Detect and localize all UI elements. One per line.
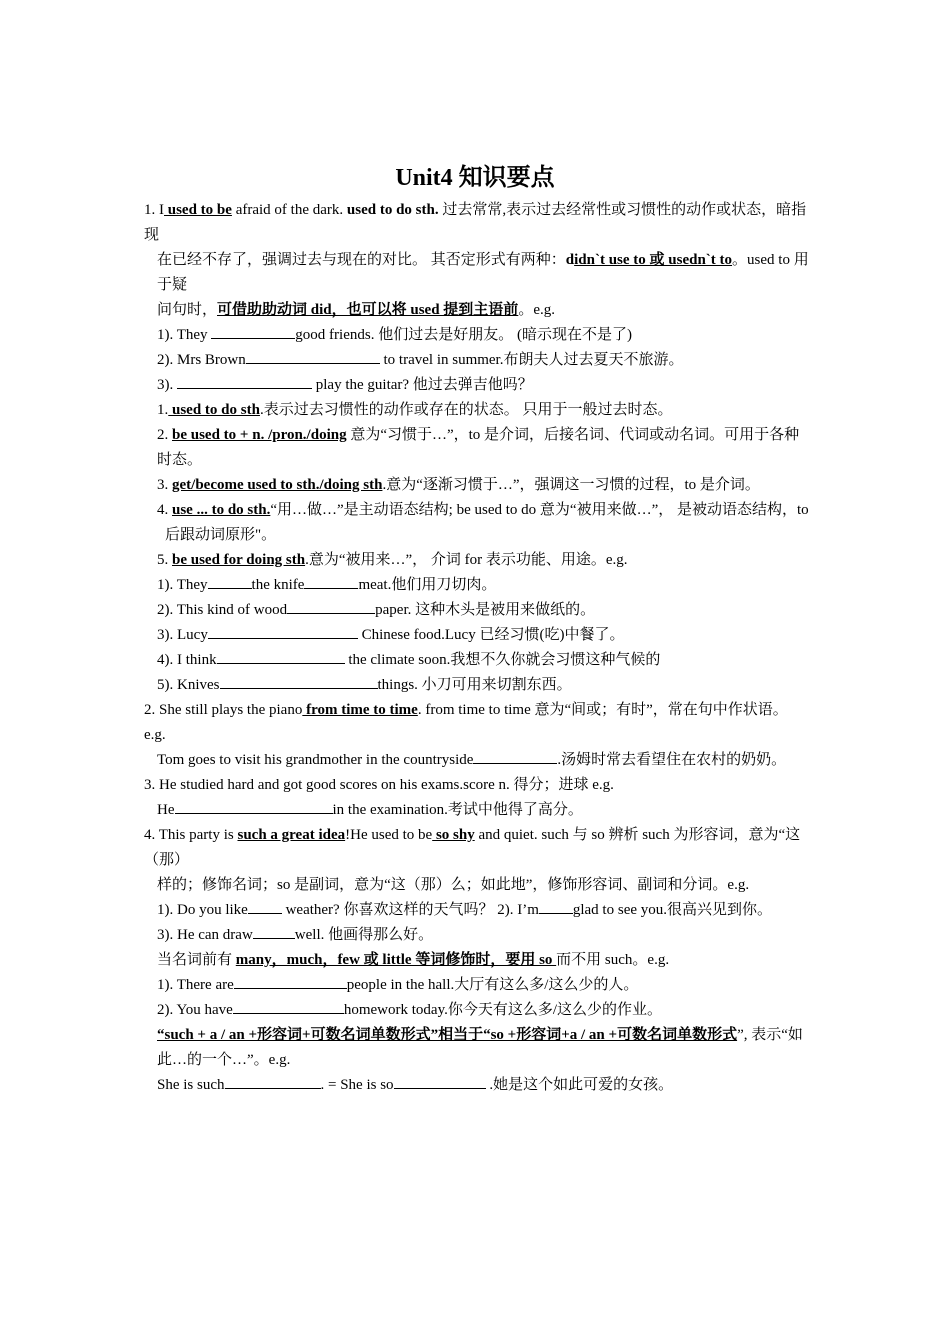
text: play the guitar? 他过去弹吉他吗？ <box>312 377 533 393</box>
answer-blank[interactable] <box>225 1074 321 1089</box>
answer-blank[interactable] <box>175 799 333 814</box>
text: 3. <box>157 477 172 493</box>
text: Chinese food.Lucy 已经习惯(吃)中餐了。 <box>357 627 625 643</box>
text: the climate soon.我想不久你就会习惯这种气候的 <box>344 652 661 668</box>
text: 2. <box>157 427 172 443</box>
text: 。e.g. <box>518 302 555 318</box>
text: 1. I <box>144 202 164 218</box>
text: 3. He studied hard and got good scores on his exams.score n. 得分；进球 e.g. <box>144 777 614 793</box>
text: .意为“逐渐习惯于…”，强调这一习惯的过程，to 是介词。 <box>382 477 760 493</box>
usage-note-3 <box>144 473 809 498</box>
text: 3). Lucy <box>157 627 208 643</box>
key-phrase: use ... to do sth. <box>172 502 271 518</box>
text: the knife <box>251 577 305 593</box>
answer-blank[interactable] <box>394 1074 486 1089</box>
key-phrase: idn`t use to 或 usedn`t to <box>574 252 733 268</box>
text: She is such <box>157 1077 225 1093</box>
example-line <box>144 973 809 998</box>
example-line <box>144 323 809 348</box>
answer-blank[interactable] <box>539 899 573 914</box>
point-1-negation <box>144 248 809 298</box>
text: 过去常常,表示过去经常性或习惯性的动作或状态，暗指现 <box>144 202 807 243</box>
example-line <box>144 623 809 648</box>
answer-blank[interactable] <box>208 574 252 589</box>
answer-blank[interactable] <box>304 574 358 589</box>
answer-blank[interactable] <box>473 749 557 764</box>
answer-blank[interactable] <box>220 674 378 689</box>
answer-blank[interactable] <box>287 599 375 614</box>
text: 5. <box>157 552 172 568</box>
usage-note-2 <box>144 423 809 473</box>
usage-note-4 <box>144 498 809 523</box>
text: 问句时， <box>157 302 218 318</box>
text: Tom goes to visit his grandmother in the countryside <box>157 752 474 768</box>
text: meat.他们用刀切肉。 <box>358 577 497 593</box>
text: 当名词前有 <box>157 952 236 968</box>
text: 2). This kind of wood <box>157 602 288 618</box>
text: 1). They <box>157 577 208 593</box>
text: 此…的一个…”。e.g. <box>157 1052 291 1068</box>
point-4-intro <box>144 823 809 873</box>
example-line <box>144 998 809 1023</box>
text: and quiet. such 与 so 辨析 such 为形容词，意为“这（那） <box>144 827 801 868</box>
text: . = She is so <box>320 1077 394 1093</box>
text: 5). Knives <box>157 677 220 693</box>
point-1-question <box>144 298 809 323</box>
usage-note-1 <box>144 398 809 423</box>
text: 而不用 such。e.g. <box>556 952 670 968</box>
text: 1). There are <box>157 977 234 993</box>
text: . from time to time 意为“间或；有时”，常在句中作状语。e.g. <box>144 702 788 743</box>
text: weather? 你喜欢这样的天气吗？ 2). I’m <box>281 902 539 918</box>
answer-blank[interactable] <box>217 649 345 664</box>
example-line <box>144 373 809 398</box>
key-phrase: be used to + n. /pron./doing <box>172 427 347 443</box>
key-phrase: such a great idea <box>237 827 346 843</box>
text: homework today.你今天有这么多/这么少的作业。 <box>343 1002 663 1018</box>
text: paper. 这种木头是被用来做纸的。 <box>375 602 596 618</box>
text: .意为“被用来…”， 介词 for 表示功能、用途。e.g. <box>305 552 628 568</box>
point-4-explain <box>144 873 809 898</box>
key-phrase: used to do sth <box>168 402 260 418</box>
point-2-intro <box>144 698 809 748</box>
text: people in the hall.大厅有这么多/这么少的人。 <box>346 977 639 993</box>
example-line <box>144 573 809 598</box>
example-line <box>144 923 809 948</box>
text: .汤姆时常去看望住在农村的奶奶。 <box>557 752 787 768</box>
text: ”, 表示“如 <box>737 1027 803 1043</box>
text: 。used to 用于疑 <box>157 252 809 293</box>
answer-blank[interactable] <box>253 924 295 939</box>
text: 2). You have <box>157 1002 233 1018</box>
point-4-equivalence-cont <box>144 1048 809 1073</box>
text: 1). Do you like <box>157 902 248 918</box>
point-4-rule <box>144 948 809 973</box>
text: 意为“习惯于…”，to 是介词，后接名词、代词或动名词。可用于各种时态。 <box>157 427 800 468</box>
answer-blank[interactable] <box>248 899 282 914</box>
text: well. 他画得那么好。 <box>294 927 434 943</box>
point-4-equivalence <box>144 1023 809 1048</box>
answer-blank[interactable] <box>177 374 312 389</box>
text: 样的；修饰名词；so 是副词，意为“这（那）么；如此地”，修饰形容词、副词和分词。e.g. <box>157 877 750 893</box>
key-phrase: d <box>565 252 575 268</box>
answer-blank[interactable] <box>211 324 295 339</box>
text: things. 小刀可用来切割东西。 <box>377 677 572 693</box>
text: 4). I think <box>157 652 217 668</box>
example-line <box>144 348 809 373</box>
text: .表示过去习惯性的动作或存在的状态。 只用于一般过去时态。 <box>259 402 673 418</box>
text: to travel in summer.布朗夫人过去夏天不旅游。 <box>379 352 684 368</box>
text: afraid of the dark. <box>231 202 347 218</box>
answer-blank[interactable] <box>233 999 344 1014</box>
example-line <box>144 748 809 773</box>
text: 2. She still plays the piano <box>144 702 303 718</box>
text: 在已经不存了，强调过去与现在的对比。 其否定形式有两种： <box>157 252 566 268</box>
text: 3). He can draw <box>157 927 253 943</box>
key-phrase: 可借助助动词 did，也可以将 used 提到主语前 <box>217 302 519 318</box>
usage-note-4-cont <box>144 523 809 548</box>
example-line <box>144 673 809 698</box>
text: good friends. 他们过去是好朋友。 (暗示现在不是了) <box>295 327 632 343</box>
text: glad to see you.很高兴见到你。 <box>572 902 773 918</box>
key-phrase: from time to time <box>302 702 418 718</box>
text: 1. <box>157 402 169 418</box>
example-line <box>144 1073 809 1098</box>
text: 3). <box>157 377 177 393</box>
example-line <box>144 598 809 623</box>
key-phrase: get/become used to sth./doing sth <box>172 477 383 493</box>
answer-blank[interactable] <box>208 624 358 639</box>
key-phrase: many，much，few 或 little 等词修饰时，要用 so <box>235 952 557 968</box>
text: in the examination.考试中他得了高分。 <box>332 802 583 818</box>
example-line <box>144 798 809 823</box>
notes-content <box>144 198 809 1098</box>
key-phrase: be used for doing sth <box>172 552 306 568</box>
text: 4. <box>157 502 172 518</box>
page-title: Unit4 知识要点 <box>395 165 555 191</box>
text: 2). Mrs Brown <box>157 352 246 368</box>
text: .她是这个如此可爱的女孩。 <box>485 1077 674 1093</box>
key-phrase: used to do sth. <box>346 202 439 218</box>
key-phrase: so shy <box>432 827 475 843</box>
key-phrase: “such + a / an +形容词+可数名词单数形式”相当于“so +形容词+a / an +可数名词单数形式 <box>157 1027 738 1043</box>
text: “用…做…”是主动语态结构; be used to do 意为“被用来做…”， 是被动语态结构，to <box>270 502 809 518</box>
text: He <box>157 802 175 818</box>
example-line <box>144 898 809 923</box>
answer-blank[interactable] <box>246 349 380 364</box>
point-1-intro <box>144 198 809 248</box>
key-phrase: used to be <box>164 202 232 218</box>
answer-blank[interactable] <box>234 974 347 989</box>
text: 1). They <box>157 327 212 343</box>
text: 4. This party is <box>144 827 238 843</box>
usage-note-5 <box>144 548 809 573</box>
point-3-intro <box>144 773 809 798</box>
example-line <box>144 648 809 673</box>
text: !He used to be <box>345 827 433 843</box>
text: 后跟动词原形"。 <box>165 527 277 543</box>
